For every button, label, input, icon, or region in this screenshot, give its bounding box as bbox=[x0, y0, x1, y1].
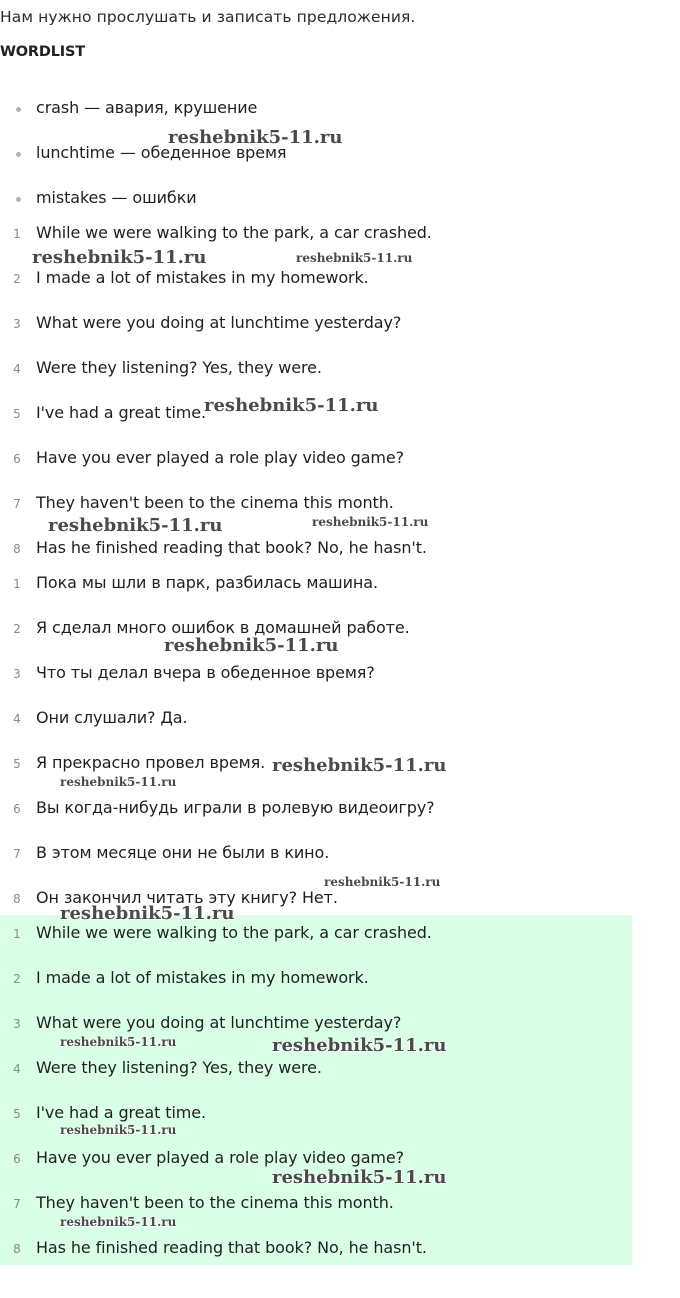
sentence-number: 8 bbox=[13, 892, 21, 906]
wordlist-item bbox=[0, 98, 680, 122]
answer-row bbox=[0, 1058, 680, 1082]
sentence-row bbox=[0, 403, 680, 427]
watermark: reshebnik5-11.ru bbox=[60, 903, 235, 924]
sentence-text: Has he finished reading that book? No, he hasn't. bbox=[36, 538, 427, 557]
sentence-number: 2 bbox=[13, 972, 21, 986]
sentence-number: 4 bbox=[13, 1062, 21, 1076]
sentence-text: Я прекрасно провел время. bbox=[36, 753, 266, 772]
watermark: reshebnik5-11.ru bbox=[312, 515, 429, 529]
sentence-row bbox=[0, 268, 680, 292]
sentence-number: 3 bbox=[13, 1017, 21, 1031]
sentence-row bbox=[0, 888, 680, 912]
sentence-number: 5 bbox=[13, 1107, 21, 1121]
bullet-icon bbox=[16, 152, 21, 157]
sentence-text: What were you doing at lunchtime yesterday? bbox=[36, 1013, 402, 1032]
sentence-number: 4 bbox=[13, 712, 21, 726]
sentence-row bbox=[0, 493, 680, 517]
sentence-text: В этом месяце они не были в кино. bbox=[36, 843, 330, 862]
wordlist-item bbox=[0, 143, 680, 167]
sentence-text: Have you ever played a role play video game? bbox=[36, 448, 405, 467]
sentence-number: 8 bbox=[13, 542, 21, 556]
sentence-text: Have you ever played a role play video game? bbox=[36, 1148, 405, 1167]
sentence-number: 6 bbox=[13, 452, 21, 466]
sentence-row bbox=[0, 313, 680, 337]
answer-row bbox=[0, 1193, 680, 1217]
sentence-text: I've had a great time. bbox=[36, 403, 207, 422]
watermark: reshebnik5-11.ru bbox=[204, 395, 379, 416]
sentence-text: What were you doing at lunchtime yesterday? bbox=[36, 313, 402, 332]
sentence-row bbox=[0, 663, 680, 687]
wordlist-text: mistakes — ошибки bbox=[36, 188, 197, 207]
answer-row bbox=[0, 1103, 680, 1127]
sentence-number: 2 bbox=[13, 272, 21, 286]
sentence-row bbox=[0, 618, 680, 642]
watermark: reshebnik5-11.ru bbox=[324, 875, 441, 889]
sentence-text: Что ты делал вчера в обеденное время? bbox=[36, 663, 375, 682]
sentence-text: I've had a great time. bbox=[36, 1103, 207, 1122]
watermark: reshebnik5-11.ru bbox=[48, 515, 223, 536]
sentence-row bbox=[0, 708, 680, 732]
sentence-text: Пока мы шли в парк, разбилась машина. bbox=[36, 573, 378, 592]
watermark: reshebnik5-11.ru bbox=[272, 755, 447, 776]
sentence-number: 5 bbox=[13, 757, 21, 771]
sentence-text: Они слушали? Да. bbox=[36, 708, 188, 727]
sentence-row bbox=[0, 573, 680, 597]
sentence-text: Has he finished reading that book? No, he hasn't. bbox=[36, 1238, 427, 1257]
sentence-number: 6 bbox=[13, 1152, 21, 1166]
bullet-icon bbox=[16, 197, 21, 202]
sentence-number: 5 bbox=[13, 407, 21, 421]
sentence-number: 3 bbox=[13, 317, 21, 331]
sentence-text: They haven't been to the cinema this month. bbox=[36, 1193, 394, 1212]
sentence-text: Я сделал много ошибок в домашней работе. bbox=[36, 618, 410, 637]
sentence-text: I made a lot of mistakes in my homework. bbox=[36, 968, 369, 987]
sentence-number: 2 bbox=[13, 622, 21, 636]
sentence-number: 1 bbox=[13, 227, 21, 241]
bullet-icon bbox=[16, 107, 21, 112]
sentence-text: Он закончил читать эту книгу? Нет. bbox=[36, 888, 338, 907]
sentence-number: 1 bbox=[13, 577, 21, 591]
watermark: reshebnik5-11.ru bbox=[272, 1035, 447, 1056]
wordlist-text: lunchtime — обеденное время bbox=[36, 143, 287, 162]
sentence-row bbox=[0, 358, 680, 382]
watermark: reshebnik5-11.ru bbox=[296, 251, 413, 265]
answer-row bbox=[0, 1238, 680, 1262]
watermark: reshebnik5-11.ru bbox=[60, 1215, 177, 1229]
watermark: reshebnik5-11.ru bbox=[168, 127, 343, 148]
watermark: reshebnik5-11.ru bbox=[164, 635, 339, 656]
sentence-row bbox=[0, 448, 680, 472]
sentence-number: 7 bbox=[13, 497, 21, 511]
sentence-row bbox=[0, 223, 680, 247]
sentence-number: 6 bbox=[13, 802, 21, 816]
sentence-text: They haven't been to the cinema this month. bbox=[36, 493, 394, 512]
sentence-row bbox=[0, 538, 680, 562]
sentence-text: Вы когда-нибудь играли в ролевую видеоигру? bbox=[36, 798, 435, 817]
sentence-text: Were they listening? Yes, they were. bbox=[36, 358, 322, 377]
watermark: reshebnik5-11.ru bbox=[60, 1123, 177, 1137]
answer-row bbox=[0, 1013, 680, 1037]
sentence-number: 1 bbox=[13, 927, 21, 941]
watermark: reshebnik5-11.ru bbox=[272, 1167, 447, 1188]
wordlist-item bbox=[0, 188, 680, 212]
sentence-text: While we were walking to the park, a car crashed. bbox=[36, 223, 432, 242]
wordlist-text: crash — авария, крушение bbox=[36, 98, 258, 117]
sentence-number: 7 bbox=[13, 847, 21, 861]
sentence-number: 4 bbox=[13, 362, 21, 376]
sentence-row bbox=[0, 843, 680, 867]
sentence-number: 3 bbox=[13, 667, 21, 681]
sentence-text: While we were walking to the park, a car crashed. bbox=[36, 923, 432, 942]
sentence-row bbox=[0, 753, 680, 777]
watermark: reshebnik5-11.ru bbox=[32, 247, 207, 268]
wordlist-heading: WORDLIST bbox=[0, 44, 85, 60]
sentence-number: 7 bbox=[13, 1197, 21, 1211]
sentence-number: 8 bbox=[13, 1242, 21, 1256]
answer-row bbox=[0, 968, 680, 992]
sentence-text: Were they listening? Yes, they were. bbox=[36, 1058, 322, 1077]
answer-row bbox=[0, 1148, 680, 1172]
intro-text: Нам нужно прослушать и записать предложения. bbox=[0, 8, 416, 26]
sentence-text: I made a lot of mistakes in my homework. bbox=[36, 268, 369, 287]
sentence-row bbox=[0, 798, 680, 822]
answer-row bbox=[0, 923, 680, 947]
watermark: reshebnik5-11.ru bbox=[60, 775, 177, 789]
watermark: reshebnik5-11.ru bbox=[60, 1035, 177, 1049]
